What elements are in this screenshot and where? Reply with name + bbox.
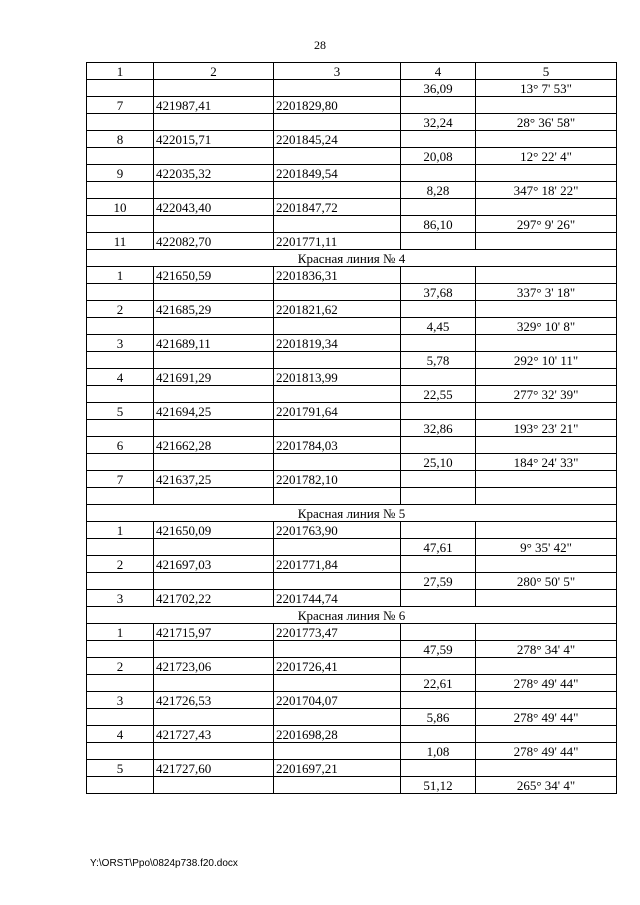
y-coordinate-cell: 2201771,84	[274, 556, 401, 573]
point-number-cell: 10	[87, 199, 154, 216]
point-number-cell	[87, 284, 154, 301]
y-coordinate-cell: 2201784,03	[274, 437, 401, 454]
distance-cell	[401, 369, 476, 386]
table-row	[87, 641, 617, 658]
y-coordinate-cell	[274, 352, 401, 369]
table-row	[87, 284, 617, 301]
point-number-cell: 5	[87, 760, 154, 777]
table-row	[87, 777, 617, 794]
bearing-cell	[476, 301, 617, 318]
bearing-cell: 184° 24' 33"	[476, 454, 617, 471]
y-coordinate-cell	[274, 284, 401, 301]
table-header-row	[87, 63, 617, 80]
table-row	[87, 556, 617, 573]
y-coordinate-cell	[274, 539, 401, 556]
point-number-cell	[87, 148, 154, 165]
x-coordinate-cell	[154, 709, 274, 726]
point-number-cell: 11	[87, 233, 154, 250]
point-number-cell: 6	[87, 437, 154, 454]
y-coordinate-cell: 2201744,74	[274, 590, 401, 607]
y-coordinate-cell: 2201771,11	[274, 233, 401, 250]
bearing-cell	[476, 590, 617, 607]
bearing-cell: 265° 34' 4"	[476, 777, 617, 794]
x-coordinate-cell	[154, 573, 274, 590]
x-coordinate-cell	[154, 675, 274, 692]
header-cell-3: 3	[274, 63, 401, 80]
distance-cell	[401, 97, 476, 114]
y-coordinate-cell: 2201697,21	[274, 760, 401, 777]
bearing-cell	[476, 658, 617, 675]
x-coordinate-cell: 421637,25	[154, 471, 274, 488]
point-number-cell	[87, 573, 154, 590]
distance-cell	[401, 335, 476, 352]
x-coordinate-cell: 421702,22	[154, 590, 274, 607]
y-coordinate-cell	[274, 573, 401, 590]
x-coordinate-cell	[154, 352, 274, 369]
y-coordinate-cell	[274, 420, 401, 437]
table-row	[87, 165, 617, 182]
x-coordinate-cell	[154, 488, 274, 505]
point-number-cell: 4	[87, 726, 154, 743]
table-row	[87, 318, 617, 335]
x-coordinate-cell: 421689,11	[154, 335, 274, 352]
x-coordinate-cell: 421685,29	[154, 301, 274, 318]
point-number-cell	[87, 709, 154, 726]
table-row	[87, 199, 617, 216]
table-row	[87, 539, 617, 556]
distance-cell	[401, 267, 476, 284]
x-coordinate-cell	[154, 318, 274, 335]
point-number-cell	[87, 675, 154, 692]
x-coordinate-cell	[154, 148, 274, 165]
y-coordinate-cell	[274, 641, 401, 658]
x-coordinate-cell: 421697,03	[154, 556, 274, 573]
footer-file-path: Y:\ORST\Ppo\0824p738.f20.docx	[90, 858, 238, 869]
y-coordinate-cell: 2201704,07	[274, 692, 401, 709]
section-title: Красная линия № 5	[87, 505, 617, 522]
y-coordinate-cell: 2201813,99	[274, 369, 401, 386]
point-number-cell	[87, 114, 154, 131]
y-coordinate-cell	[274, 148, 401, 165]
distance-cell	[401, 131, 476, 148]
y-coordinate-cell	[274, 777, 401, 794]
y-coordinate-cell	[274, 488, 401, 505]
bearing-cell: 193° 23' 21"	[476, 420, 617, 437]
x-coordinate-cell	[154, 182, 274, 199]
point-number-cell: 1	[87, 624, 154, 641]
x-coordinate-cell	[154, 743, 274, 760]
y-coordinate-cell	[274, 114, 401, 131]
y-coordinate-cell: 2201791,64	[274, 403, 401, 420]
bearing-cell: 347° 18' 22"	[476, 182, 617, 199]
bearing-cell	[476, 726, 617, 743]
distance-cell: 37,68	[401, 284, 476, 301]
y-coordinate-cell: 2201821,62	[274, 301, 401, 318]
distance-cell: 4,45	[401, 318, 476, 335]
y-coordinate-cell: 2201836,31	[274, 267, 401, 284]
x-coordinate-cell	[154, 454, 274, 471]
table-body	[87, 80, 617, 794]
distance-cell: 20,08	[401, 148, 476, 165]
x-coordinate-cell	[154, 114, 274, 131]
bearing-cell	[476, 760, 617, 777]
distance-cell: 1,08	[401, 743, 476, 760]
y-coordinate-cell: 2201845,24	[274, 131, 401, 148]
page-number: 28	[314, 38, 326, 52]
distance-cell	[401, 488, 476, 505]
bearing-cell: 297° 9' 26"	[476, 216, 617, 233]
y-coordinate-cell	[274, 216, 401, 233]
y-coordinate-cell	[274, 675, 401, 692]
table-row	[87, 488, 617, 505]
header-cell-2: 2	[154, 63, 274, 80]
x-coordinate-cell: 421694,25	[154, 403, 274, 420]
x-coordinate-cell: 421650,59	[154, 267, 274, 284]
x-coordinate-cell: 422043,40	[154, 199, 274, 216]
x-coordinate-cell	[154, 777, 274, 794]
x-coordinate-cell: 422082,70	[154, 233, 274, 250]
distance-cell: 22,61	[401, 675, 476, 692]
section-title: Красная линия № 4	[87, 250, 617, 267]
distance-cell: 8,28	[401, 182, 476, 199]
y-coordinate-cell	[274, 80, 401, 97]
point-number-cell: 7	[87, 97, 154, 114]
x-coordinate-cell	[154, 386, 274, 403]
table-row	[87, 131, 617, 148]
bearing-cell	[476, 335, 617, 352]
x-coordinate-cell: 421726,53	[154, 692, 274, 709]
y-coordinate-cell: 2201829,80	[274, 97, 401, 114]
y-coordinate-cell	[274, 709, 401, 726]
bearing-cell: 280° 50' 5"	[476, 573, 617, 590]
y-coordinate-cell: 2201782,10	[274, 471, 401, 488]
bearing-cell: 337° 3' 18"	[476, 284, 617, 301]
table-row	[87, 369, 617, 386]
table-row	[87, 386, 617, 403]
y-coordinate-cell: 2201698,28	[274, 726, 401, 743]
distance-cell: 47,59	[401, 641, 476, 658]
distance-cell: 32,24	[401, 114, 476, 131]
bearing-cell	[476, 437, 617, 454]
distance-cell	[401, 233, 476, 250]
point-number-cell: 7	[87, 471, 154, 488]
table-row	[87, 420, 617, 437]
point-number-cell: 3	[87, 692, 154, 709]
point-number-cell	[87, 743, 154, 760]
x-coordinate-cell	[154, 539, 274, 556]
bearing-cell: 12° 22' 4"	[476, 148, 617, 165]
table-row	[87, 182, 617, 199]
y-coordinate-cell: 2201847,72	[274, 199, 401, 216]
distance-cell	[401, 692, 476, 709]
x-coordinate-cell	[154, 80, 274, 97]
y-coordinate-cell	[274, 386, 401, 403]
point-number-cell	[87, 216, 154, 233]
bearing-cell: 278° 49' 44"	[476, 709, 617, 726]
bearing-cell	[476, 556, 617, 573]
point-number-cell: 4	[87, 369, 154, 386]
table-row	[87, 437, 617, 454]
distance-cell: 27,59	[401, 573, 476, 590]
point-number-cell: 1	[87, 522, 154, 539]
point-number-cell: 2	[87, 658, 154, 675]
distance-cell	[401, 624, 476, 641]
x-coordinate-cell	[154, 420, 274, 437]
x-coordinate-cell: 421727,60	[154, 760, 274, 777]
distance-cell: 51,12	[401, 777, 476, 794]
bearing-cell: 277° 32' 39"	[476, 386, 617, 403]
distance-cell: 5,78	[401, 352, 476, 369]
bearing-cell	[476, 199, 617, 216]
bearing-cell	[476, 692, 617, 709]
table-row	[87, 80, 617, 97]
distance-cell	[401, 165, 476, 182]
y-coordinate-cell: 2201763,90	[274, 522, 401, 539]
distance-cell: 32,86	[401, 420, 476, 437]
table-row	[87, 233, 617, 250]
point-number-cell	[87, 318, 154, 335]
bearing-cell	[476, 624, 617, 641]
bearing-cell	[476, 522, 617, 539]
x-coordinate-cell: 421727,43	[154, 726, 274, 743]
y-coordinate-cell	[274, 318, 401, 335]
table-row	[87, 114, 617, 131]
point-number-cell	[87, 182, 154, 199]
x-coordinate-cell: 422035,32	[154, 165, 274, 182]
distance-cell: 22,55	[401, 386, 476, 403]
table-row	[87, 335, 617, 352]
bearing-cell	[476, 369, 617, 386]
distance-cell	[401, 403, 476, 420]
distance-cell	[401, 199, 476, 216]
bearing-cell	[476, 131, 617, 148]
x-coordinate-cell: 421691,29	[154, 369, 274, 386]
y-coordinate-cell: 2201726,41	[274, 658, 401, 675]
header-cell-5: 5	[476, 63, 617, 80]
y-coordinate-cell: 2201849,54	[274, 165, 401, 182]
table-row	[87, 726, 617, 743]
bearing-cell	[476, 471, 617, 488]
distance-cell	[401, 726, 476, 743]
bearing-cell	[476, 488, 617, 505]
point-number-cell	[87, 488, 154, 505]
point-number-cell: 5	[87, 403, 154, 420]
bearing-cell: 278° 34' 4"	[476, 641, 617, 658]
bearing-cell	[476, 97, 617, 114]
y-coordinate-cell	[274, 182, 401, 199]
point-number-cell	[87, 641, 154, 658]
distance-cell	[401, 437, 476, 454]
table-row	[87, 471, 617, 488]
y-coordinate-cell	[274, 743, 401, 760]
y-coordinate-cell: 2201773,47	[274, 624, 401, 641]
distance-cell	[401, 658, 476, 675]
point-number-cell: 3	[87, 590, 154, 607]
distance-cell: 5,86	[401, 709, 476, 726]
x-coordinate-cell: 421715,97	[154, 624, 274, 641]
bearing-cell	[476, 165, 617, 182]
distance-cell	[401, 760, 476, 777]
bearing-cell: 9° 35' 42"	[476, 539, 617, 556]
table-row	[87, 522, 617, 539]
table-row	[87, 624, 617, 641]
table-row	[87, 743, 617, 760]
bearing-cell	[476, 403, 617, 420]
bearing-cell: 278° 49' 44"	[476, 675, 617, 692]
table-row	[87, 352, 617, 369]
distance-cell	[401, 471, 476, 488]
distance-cell	[401, 556, 476, 573]
x-coordinate-cell	[154, 284, 274, 301]
table-row	[87, 590, 617, 607]
bearing-cell: 329° 10' 8"	[476, 318, 617, 335]
point-number-cell	[87, 777, 154, 794]
table-row	[87, 692, 617, 709]
bearing-cell: 13° 7' 53"	[476, 80, 617, 97]
section-header-row	[87, 250, 617, 267]
x-coordinate-cell: 421987,41	[154, 97, 274, 114]
point-number-cell: 2	[87, 556, 154, 573]
bearing-cell	[476, 233, 617, 250]
table-row	[87, 675, 617, 692]
point-number-cell: 8	[87, 131, 154, 148]
point-number-cell	[87, 454, 154, 471]
distance-cell: 47,61	[401, 539, 476, 556]
point-number-cell: 9	[87, 165, 154, 182]
point-number-cell	[87, 386, 154, 403]
x-coordinate-cell: 422015,71	[154, 131, 274, 148]
x-coordinate-cell: 421723,06	[154, 658, 274, 675]
table-row	[87, 454, 617, 471]
coordinates-table	[86, 62, 617, 794]
table-row	[87, 301, 617, 318]
point-number-cell	[87, 352, 154, 369]
x-coordinate-cell: 421650,09	[154, 522, 274, 539]
section-title: Красная линия № 6	[87, 607, 617, 624]
distance-cell: 36,09	[401, 80, 476, 97]
point-number-cell	[87, 539, 154, 556]
point-number-cell: 2	[87, 301, 154, 318]
bearing-cell	[476, 267, 617, 284]
table-row	[87, 403, 617, 420]
section-header-row	[87, 607, 617, 624]
distance-cell	[401, 590, 476, 607]
distance-cell: 86,10	[401, 216, 476, 233]
distance-cell: 25,10	[401, 454, 476, 471]
table-row	[87, 573, 617, 590]
x-coordinate-cell: 421662,28	[154, 437, 274, 454]
x-coordinate-cell	[154, 216, 274, 233]
table-row	[87, 267, 617, 284]
bearing-cell: 278° 49' 44"	[476, 743, 617, 760]
table-row	[87, 148, 617, 165]
point-number-cell: 3	[87, 335, 154, 352]
section-header-row	[87, 505, 617, 522]
point-number-cell: 1	[87, 267, 154, 284]
x-coordinate-cell	[154, 641, 274, 658]
distance-cell	[401, 301, 476, 318]
distance-cell	[401, 522, 476, 539]
point-number-cell	[87, 420, 154, 437]
table-row	[87, 97, 617, 114]
bearing-cell: 28° 36' 58"	[476, 114, 617, 131]
header-cell-1: 1	[87, 63, 154, 80]
point-number-cell	[87, 80, 154, 97]
table-row	[87, 709, 617, 726]
table-row	[87, 216, 617, 233]
y-coordinate-cell	[274, 454, 401, 471]
bearing-cell: 292° 10' 11"	[476, 352, 617, 369]
header-cell-4: 4	[401, 63, 476, 80]
table-row	[87, 658, 617, 675]
table-row	[87, 760, 617, 777]
y-coordinate-cell: 2201819,34	[274, 335, 401, 352]
